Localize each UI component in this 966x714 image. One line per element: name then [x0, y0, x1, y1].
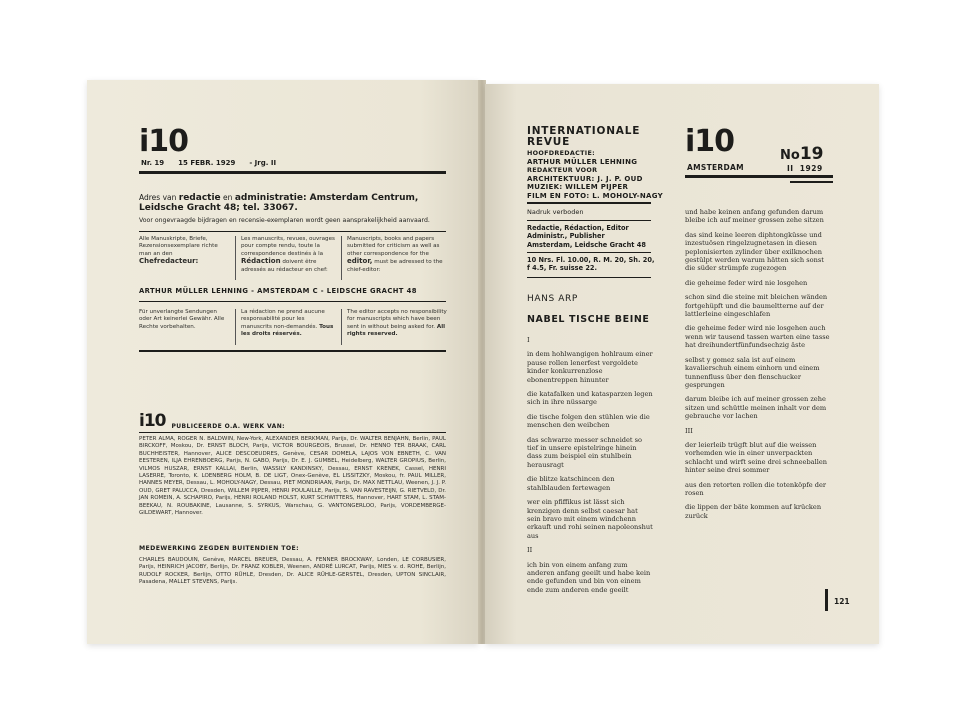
- divider: [235, 236, 236, 280]
- divider: [235, 309, 236, 345]
- rule: [139, 432, 446, 433]
- rule: [139, 231, 446, 232]
- divider: [341, 309, 342, 345]
- i10-logo-right: i10: [685, 124, 735, 159]
- redaktion-block: Redactie, Rédaction, Editor Administr., Publisher Amsterdam, Leidsche Gracht 48: [527, 224, 646, 249]
- short-rule: [790, 181, 833, 183]
- coop-heading: MEDEWERKING ZEGDEN BUITENDIEN TOE:: [139, 545, 300, 552]
- box2-col-de: Für unverlangte Sendungen oder Art keinerlei Gewähr. Alle Rechte vorbehalten.: [139, 309, 225, 330]
- right-page: [485, 84, 879, 644]
- poem-title: NABEL TISCHE BEINE: [527, 314, 650, 325]
- rule: [527, 220, 651, 221]
- rule: [139, 301, 446, 302]
- rule: [527, 252, 651, 253]
- page-number-bar: [825, 589, 828, 611]
- pub-header: [139, 413, 285, 430]
- i10-small-logo: i10: [139, 411, 166, 431]
- rule: [527, 202, 651, 204]
- price-block: 10 Nrs. Fl. 10.00, R. M. 20, Sh. 20, f 4.5, Fr. suisse 22.: [527, 256, 655, 273]
- issue-line: Nr. 19 15 FEBR. 1929 - Jrg. II: [141, 159, 277, 167]
- address-block: Adres van redactie en administratie: Amsterdam Centrum, Leidsche Gracht 48; tel. 33067.: [139, 193, 419, 213]
- nadruk-text: Nadruk verboden: [527, 208, 584, 216]
- pub-heading: PUBLICEERDE O.A. WERK VAN:: [171, 423, 285, 430]
- page-number: 121: [834, 597, 850, 606]
- rule: [139, 350, 446, 352]
- left-page: [87, 80, 479, 644]
- divider: [341, 236, 342, 280]
- rule: [527, 277, 651, 278]
- poem-column-right: und habe keinen anfang gefunden darum bleibe ich auf meiner grossen zehe sitzen das sind keine leeren diphtongküsse und inzestuösen ringelzugnetasen in diesen peplonisierten zylinder über exilknochen gestülpt werden warum hätten sich sonst die süder strümpfe zugezogen die geheime feder wird nie losgehen schon sind die steine mit bleichen wänden fortgehüpft und die baumeltterne auf der lattlerleine eingeschlafen die geheime feder wird nie losgehen auch wenn wir tausend tassen warten eine tasse hat dreihundertfünfundsechzig äste selbst y gomez sala ist auf einem kavalierschuh einem einhorn und einem tunnenfluss über den flenschucker gesprungen darum bleibe ich auf meiner grossen zehe sitzen und schüttle meinen inhalt vor dem gebrauche vor lachen III der leierleib trügft blut auf die weissen vorhemden wie in einer unverpackten schlacht und wirft seine drei schneeballen hinter seine drei sommer aus den retorten rollen die totenköpfe der rosen die lippen der bäte kommen auf krücken zurück: [685, 208, 830, 520]
- coop-list: CHARLES BAUDOUIN, Genève, MARCEL BREUER, Dessau, A. FENNER BROCKWAY, Londen, LE CORBUSIER, Parijs, HEINRICH JACOBY, Berlijn, Dr. FRANZ KOBLER, Weenen, ANDRÉ LURCAT, Parijs, MIES v. d. ROHE, Berlijn, RUDOLF ROCKER, Berlijn, OTTO RÜHLE, Dresden, Dr. ALICE RÜHLE-GERSTEL, Dresden, UPTON SINCLAIR, Pasadena, MALLET STEVENS, Parijs.: [139, 557, 446, 586]
- author: HANS ARP: [527, 294, 578, 304]
- box2-col-en: The editor accepts no responsibility for manuscripts which have been sent in without being asked for. All rights reserved.: [347, 309, 447, 338]
- issue-date: II 1929: [787, 164, 823, 173]
- editor-line: ARTHUR MÜLLER LEHNING - AMSTERDAM C - LEIDSCHE GRACHT 48: [139, 287, 417, 295]
- i10-logo: i10: [139, 124, 189, 159]
- header-rule: [685, 175, 833, 178]
- box-col-fr: Les manuscrits, revues, ouvrages pour compte rendu, toute la correspondence destinés à la Rédaction doivent être adressés au rédacteur en chef:: [241, 236, 335, 273]
- issue-number: No19: [780, 144, 824, 164]
- contributors-list: PETER ALMA, ROGER N. BALDWIN, New-York, ALEXANDER BERKMAN, Parijs, Dr. WALTER BENJAHN, Berlin, PAUL BIRCKOFF, Moskou, Dr. ERNST BLOCH, Parijs, VICTOR BOURGEOIS, Brussel, Dr. HENNO TER BRAAK, CARL BUCHHEISTER, Hannover, ALICE DESCOEUDRES, Genève, CESAR DOMELA, LAJOS VON EBNETH, C. VAN EESTEREN, ILJA EHRENBOERG, Parijs, N. GABO, Parijs, Dr. E. J. GUMBEL, Heidelberg, WALTER GROPIUS, Berlin, VILMOS HUSZAR, ERNST KALLAI, Berlin, WASSILY KANDINSKY, Dessau, ERNST KRENEK, Cassel, HENRI LASERRE, Toronto, K. LOENBERG HOLM, B. DE LIGT, Onex-Genève, EL LISSITZKY, Moskou, fr. PAUL MILLER, HANNES MEYER, Dessau, L. MOHOLY-NAGY, Dessau, PIET MONDRIAAN, Parijs, Dr. MAX NETTLAU, Weenen, J. J. P. OUD, GRET PALUCCA, Dresden, WILLEM PIJPER, HENRI POULAILLE, Parijs, S. VAN RAVESTEIJN, G. RIETVELD, Dr. JAN ROMEIN, A. SCHAPIRO, Parijs, HENRI ROLAND HOLST, KURT SCHWITTERS, Hannover, HART STAM, L. STAM-BEEKAU, N. ROUBAKINE, Lausanne, S. SYRKUS, Warschau, G. VANTONGERLOO, Parijs, VORDEMBERGE-GILDEWART, Hannover.: [139, 436, 446, 517]
- notice-text: Voor ongevraagde bijdragen en recensie-exemplaren wordt geen aansprakelijkheid aanvaard.: [139, 217, 430, 224]
- poem-column-left: I in dem hohlwangigen hohlraum einer pause rollen lenerfest vergoldete kinder konkurrenzlose ebonentreppen hinunter die katafalken und katasparzen legen sich in ihre nüssarge die tische folgen den stühlen wie die menschen den weibchen das schwarze messer schneidet so tief in unsere epistelringe hinein dass zum beispiel ein stuhlbein herausragt die blitze katschincen den stahlblauden fertewagen wer ein pfiffikus ist lässt sich krenzigen denn selbst caesar hat sein bravo mit einem windchenn erkauft und rohi seinen napoleonshut aus II ich bin von einem anfang zum anderen anfang geeilt und habe kein ende gefunden und bin von einem ende zum anderen ende geeilt: [527, 336, 653, 594]
- credits: HOOFDREDACTIE: ARTHUR MÜLLER LEHNING REDAKTEUR VOOR ARCHITEKTUUR: J. J. P. OUD MUZIEK: WILLEM PIJPER FILM EN FOTO: L. MOHOLY-NAGY: [527, 149, 663, 200]
- masthead: INTERNATIONALE REVUE: [527, 125, 641, 148]
- box2-col-fr: La rédaction ne prend aucune responsabilité pour les manuscrits non-demandés. Tous les droits réservés.: [241, 309, 334, 338]
- box-col-en: Manuscripts, books and papers submitted for criticism as well as other correspondence for the editor, must be adressed to the chief-editor:: [347, 236, 443, 273]
- box-col-de: Alle Manuskripte, Briefe, Rezensionsexemplare richte man an den Chefredacteur:: [139, 236, 218, 266]
- header-rule: [139, 171, 446, 174]
- city: AMSTERDAM: [687, 163, 744, 172]
